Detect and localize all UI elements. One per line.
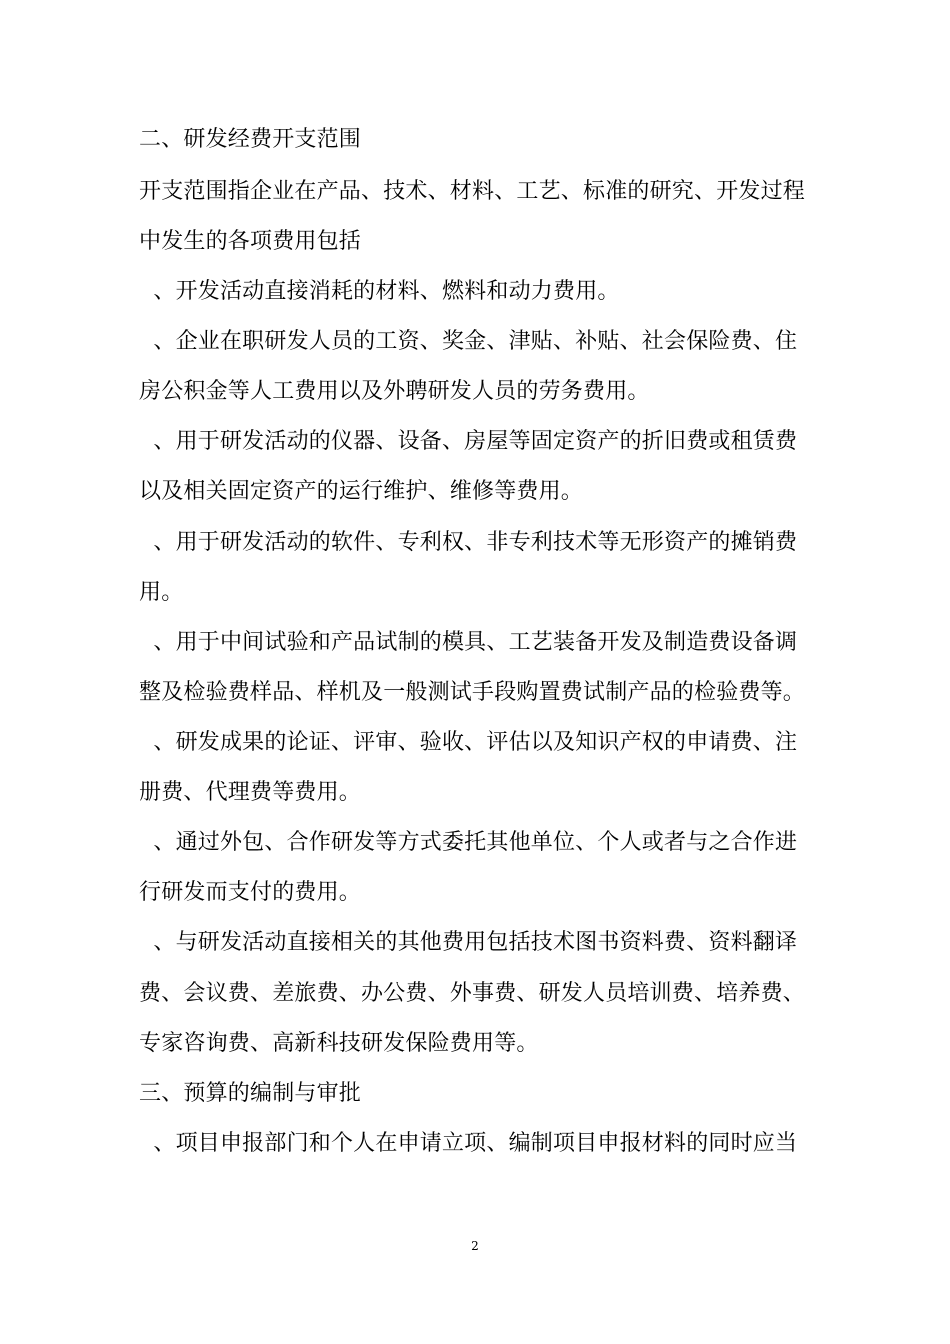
paragraph-line: 开支范围指企业在产品、技术、材料、工艺、标准的研究、开发过程 [139,179,806,204]
paragraph-line: 中发生的各项费用包括 [139,229,362,254]
list-item-line: 费、会议费、差旅费、办公费、外事费、研发人员培训费、培养费、 [139,981,806,1006]
section-heading: 三、预算的编制与审批 [139,1081,362,1106]
list-item-line: 以及相关固定资产的运行维护、维修等费用。 [139,479,584,504]
list-item-line: 、开发活动直接消耗的材料、燃料和动力费用。 [139,279,620,304]
list-item-line: 册费、代理费等费用。 [139,780,362,805]
section-heading: 二、研发经费开支范围 [139,127,362,152]
page-number: 2 [471,1239,479,1253]
list-item-line: 专家咨询费、高新科技研发保险费用等。 [139,1031,539,1056]
list-item-line: 用。 [139,580,184,605]
list-item-line: 行研发而支付的费用。 [139,880,362,905]
list-item-line: 、用于中间试验和产品试制的模具、工艺装备开发及制造费设备调 [139,630,798,655]
list-item-line: 、用于研发活动的仪器、设备、房屋等固定资产的折旧费或租赁费 [139,429,798,454]
list-item-line: 、与研发活动直接相关的其他费用包括技术图书资料费、资料翻译 [139,930,798,955]
list-item-line: 、通过外包、合作研发等方式委托其他单位、个人或者与之合作进 [139,830,798,855]
list-item-line: 房公积金等人工费用以及外聘研发人员的劳务费用。 [139,379,650,404]
list-item-line: 、项目申报部门和个人在申请立项、编制项目申报材料的同时应当 [139,1131,798,1156]
list-item-line: 整及检验费样品、样机及一般测试手段购置费试制产品的检验费等。 [139,680,806,705]
list-item-line: 、企业在职研发人员的工资、奖金、津贴、补贴、社会保险费、住 [139,329,798,354]
list-item-line: 、用于研发活动的软件、专利权、非专利技术等无形资产的摊销费 [139,530,798,555]
list-item-line: 、研发成果的论证、评审、验收、评估以及知识产权的申请费、注 [139,730,798,755]
